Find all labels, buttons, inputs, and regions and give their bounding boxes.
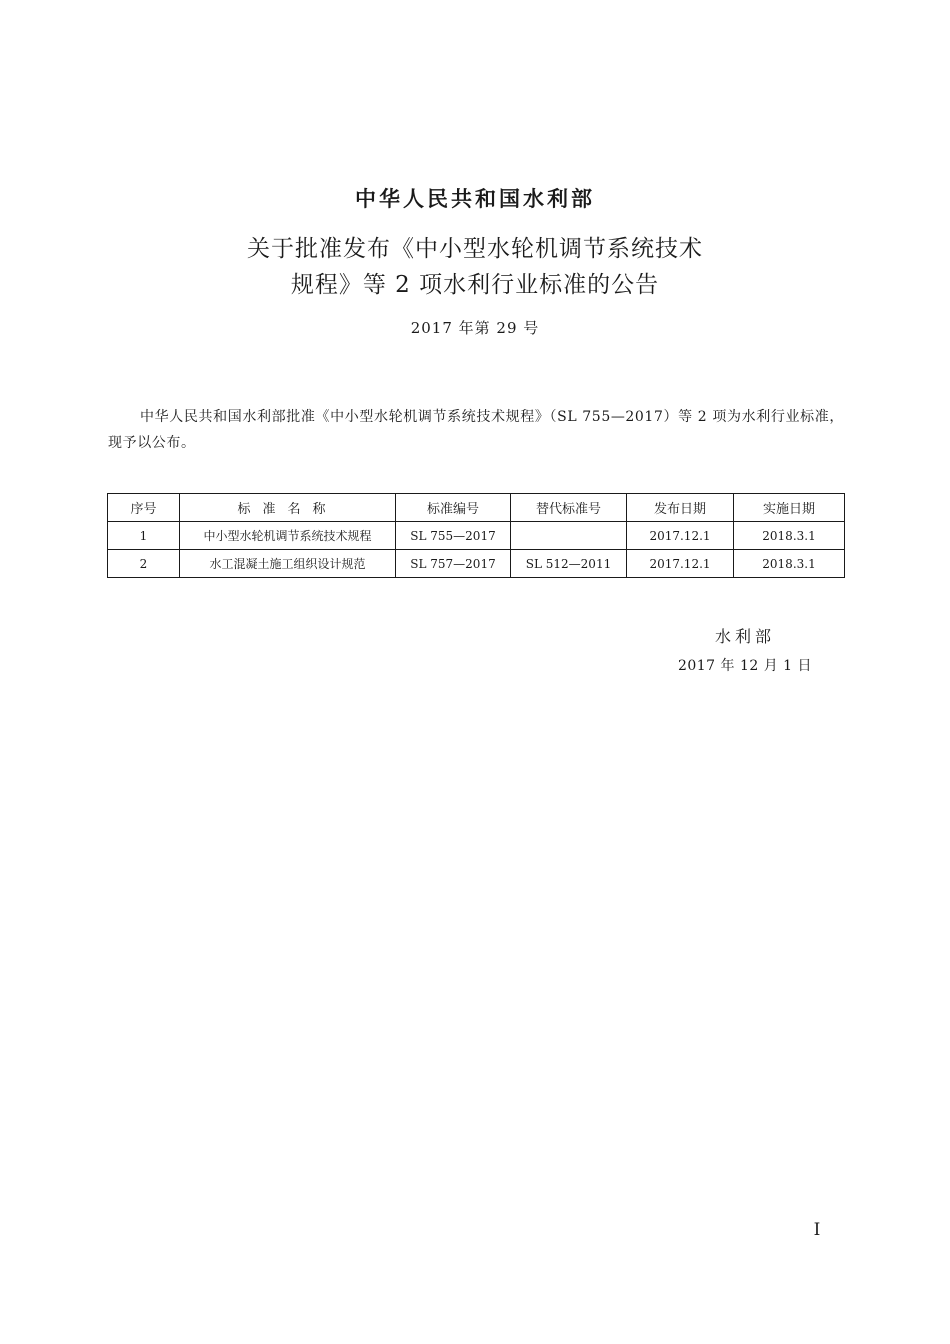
table-header-row — [108, 494, 845, 522]
cell-replaced-code — [511, 522, 627, 550]
cell-standard-code: SL 755—2017 — [396, 522, 511, 550]
document-title-line-1: 关于批准发布《中小型水轮机调节系统技术 — [247, 236, 703, 262]
document-title-line-2: 规程》等 2 项水利行业标准的公告 — [290, 272, 660, 298]
header-standard-name: 标准名称 — [180, 494, 396, 522]
header-release-date: 发布日期 — [627, 494, 734, 522]
page-number: I — [813, 1220, 821, 1240]
cell-effective-date: 2018.3.1 — [734, 550, 845, 578]
cell-serial: 2 — [108, 550, 180, 578]
cell-replaced-code: SL 512—2011 — [511, 550, 627, 578]
cell-serial: 1 — [108, 522, 180, 550]
standards-table — [107, 493, 845, 578]
announcement-paragraph: 中华人民共和国水利部批准《中小型水轮机调节系统技术规程》（SL 755—2017）等 2 项为水利行业标准，现予以公布。 — [108, 409, 844, 451]
cell-effective-date: 2018.3.1 — [734, 522, 845, 550]
cell-standard-name: 中小型水轮机调节系统技术规程 — [180, 522, 396, 550]
signature: 水利部 — [714, 627, 775, 646]
cell-standard-name: 水工混凝土施工组织设计规范 — [180, 550, 396, 578]
cell-release-date: 2017.12.1 — [627, 522, 734, 550]
document-title — [0, 231, 950, 303]
cell-standard-code: SL 757—2017 — [396, 550, 511, 578]
header-serial: 序号 — [108, 494, 180, 522]
table-row — [108, 522, 845, 550]
cell-release-date: 2017.12.1 — [627, 550, 734, 578]
issuing-authority: 中华人民共和国水利部 — [355, 187, 595, 211]
document-number: 2017 年第 29 号 — [410, 319, 540, 337]
header-replaced-code: 替代标准号 — [511, 494, 627, 522]
header-effective-date: 实施日期 — [734, 494, 845, 522]
table-row — [108, 550, 845, 578]
signature-date: 2017 年 12 月 1 日 — [677, 658, 813, 674]
header-standard-code: 标准编号 — [396, 494, 511, 522]
